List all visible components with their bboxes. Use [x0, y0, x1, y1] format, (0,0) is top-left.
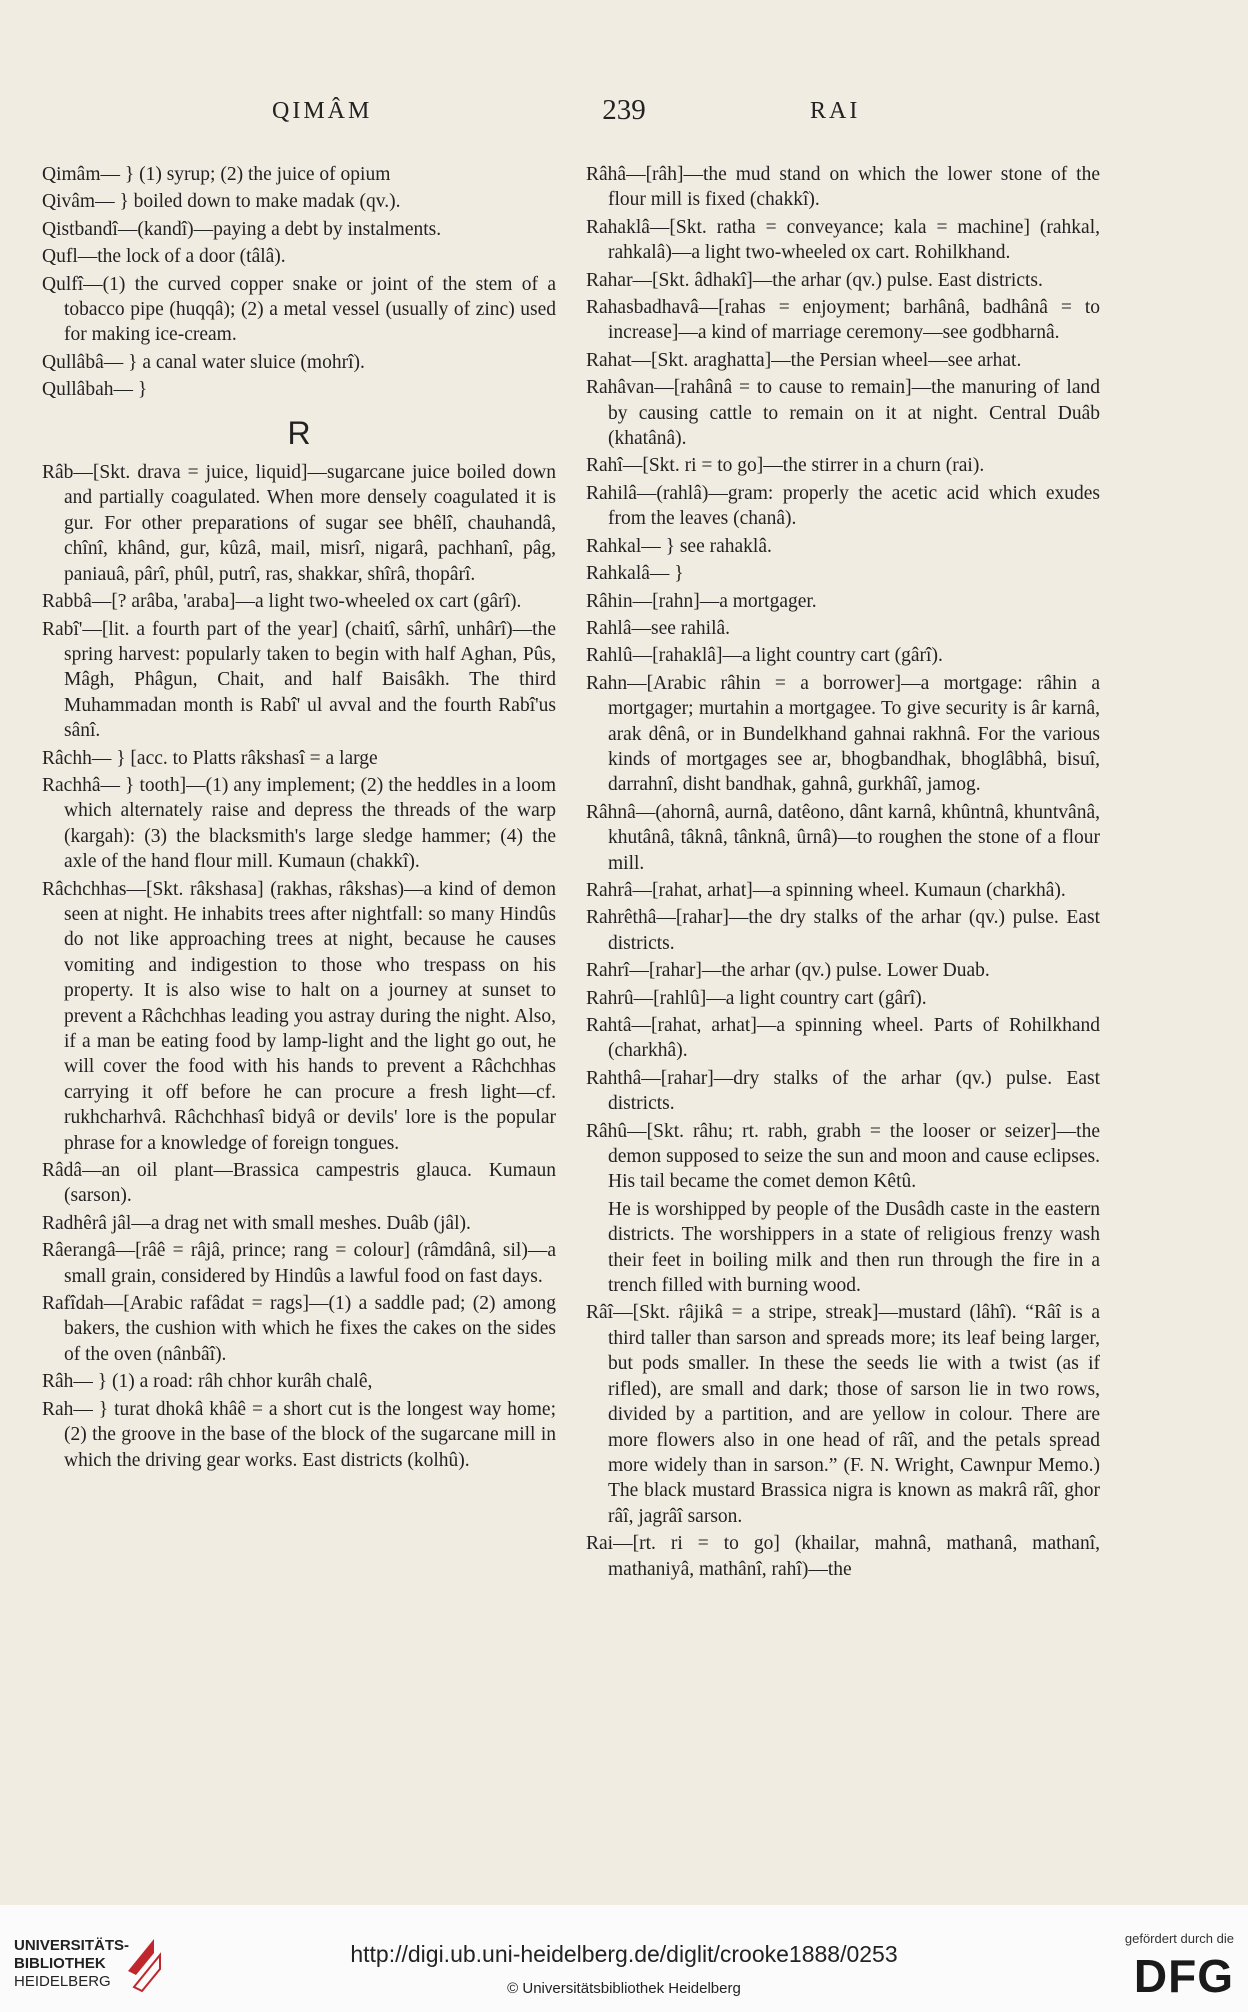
header-right-headword: RAI	[810, 98, 861, 124]
dictionary-entry: Râhnâ—(ahornâ, aurnâ, datêono, dânt karnâ, khûntnâ, khuntvânâ, khutânâ, tâknâ, tânknâ, ûrnâ)—to roughen the stone of a flour mill.	[586, 801, 1100, 874]
dictionary-entry: Rahrî—[rahar]—the arhar (qv.) pulse. Lower Duab.	[586, 960, 990, 982]
city-line: HEIDELBERG	[14, 1973, 111, 1990]
section-letter: R	[287, 414, 311, 451]
dictionary-entry: Rai—[rt. ri = to go] (khailar, mahnâ, mathanâ, mathanî, mathaniyâ, mathânî, rahî)—the	[586, 1533, 1100, 1580]
university-line: UNIVERSITÄTS-	[14, 1937, 130, 1954]
dictionary-entry: Rahat—[Skt. araghatta]—the Persian wheel—see arhat.	[586, 349, 1022, 371]
dictionary-entry: Râhû—[Skt. râhu; rt. rabh, grabh = the looser or seizer]—the demon supposed to seize the sun and moon and cause eclipses. His tail became the comet demon Kêtû.	[586, 1120, 1100, 1193]
dictionary-entry: Qullâbâ— } a canal water sluice (mohrî).	[42, 351, 365, 373]
dfg-logo[interactable]: DFG	[1133, 1950, 1234, 2002]
dictionary-entry: Rahar—[Skt. âdhakî]—the arhar (qv.) pulse. East districts.	[586, 269, 1043, 291]
dictionary-entry: Rabî'—[lit. a fourth part of the year] (chaitî, sârhî, unhârî)—the spring harvest: popularly taken to begin with half Aghan, Pûs, Mâgh, Phâgun, Chait, and half Baisâkh. The third Muhammadan month is Rabî' ul avval and the fourth Rabî'us sânî.	[42, 618, 556, 742]
dictionary-entry: Râchchhas—[Skt. râkshasa] (rakhas, râkshas)—a kind of demon seen at night. He inhabits trees after nightfall: so many Hindûs do not like approaching trees at night, because he causes vomiting and indigestion to those who trespass on his property. It is also wise to halt on a journey at sunset to prevent a Râchchhas leading you astray during the night. Also, if a man be eating food by lamp-light and the light go out, he will cover the food with his hands to prevent a Râchchhas carrying it off before he can procure a fresh light—cf. rukhcharhvâ. Râchchhasî bidyâ or devils' lore is the popular phrase for a knowledge of foreign tongues.	[42, 878, 556, 1154]
entry-continuation: He is worshipped by people of the Dusâdh caste in the eastern districts. The worshippers in a state of religious frenzy wash their feet in boiling milk and then run through the fire in a trench filled with burning wood.	[608, 1198, 1100, 1297]
dictionary-entry: Râerangâ—[râê = râjâ, prince; rang = colour] (râmdânâ, sil)—a small grain, considered by Hindûs a lawful food on fast days.	[42, 1240, 556, 1287]
dictionary-entry: Râhâ—[râh]—the mud stand on which the lower stone of the flour mill is fixed (chakkî).	[586, 164, 1100, 211]
dictionary-entry: Rahthâ—[rahar]—dry stalks of the arhar (qv.) pulse. East districts.	[586, 1067, 1100, 1115]
dictionary-entry: Rahilâ—(rahlâ)—gram: properly the acetic acid which exudes from the leaves (chanâ).	[586, 482, 1100, 530]
dictionary-entry: Rah— } turat dhokâ khâê = a short cut is the longest way home; (2) the groove in the base of the block of the sugarcane mill in which the driving gear works. East districts (kolhû).	[42, 1398, 556, 1471]
running-header	[0, 94, 1248, 138]
library-line: BIBLIOTHEK	[14, 1955, 106, 1972]
permalink[interactable]: http://digi.ub.uni-heidelberg.de/diglit/crooke1888/0253	[350, 1941, 898, 1967]
dictionary-entry: Rahn—[Arabic râhin = a borrower]—a mortgage: râhin a mortgager; murtahin a mortgagee. To give security is âr karnâ, arak dênâ, or in Bundelkhand gahnai rakhnâ. For the various kinds of mortgages see ar, bhogbandhak, bhoglâbhâ, bisuî, darrahnî, disht bandhak, gahnâ, gurkhâî, jamog.	[586, 672, 1100, 796]
dictionary-entry: Rafîdah—[Arabic rafâdat = rags]—(1) a saddle pad; (2) among bakers, the cushion with which he fixes the cakes on the sides of the oven (nânbâî).	[42, 1293, 556, 1365]
dictionary-entry: Râchh— } [acc. to Platts râkshasî = a large	[42, 747, 378, 769]
dictionary-entry: Qufl—the lock of a door (tâlâ).	[42, 246, 286, 268]
dictionary-entry: Rahlâ—see rahilâ.	[586, 617, 731, 639]
dictionary-entry: Rahtâ—[rahat, arhat]—a spinning wheel. Parts of Rohilkhand (charkhâ).	[586, 1015, 1100, 1062]
page-number: 239	[602, 94, 646, 126]
dictionary-entry: Rahkalâ— }	[586, 563, 684, 585]
dictionary-entry: Rahrêthâ—[rahar]—the dry stalks of the arhar (qv.) pulse. East districts.	[586, 907, 1100, 954]
header-left-headword: QIMÂM	[272, 98, 373, 124]
dictionary-entry: Rachhâ— } tooth]—(1) any implement; (2) the heddles in a loom which alternately raise and depress the threads of the warp (kargah): (3) the blacksmith's large sledge hammer; (4) the axle of the hand flour mill. Kumaun (chakkî).	[42, 774, 556, 873]
dictionary-entry: Qistbandî—(kandî)—paying a debt by instalments.	[42, 218, 442, 240]
dictionary-entry: Rahasbadhavâ—[rahas = enjoyment; barhânâ, badhânâ = to increase]—a kind of marriage ceremony—see godbharnâ.	[586, 297, 1100, 344]
dictionary-entry: Rahrâ—[rahat, arhat]—a spinning wheel. Kumaun (charkhâ).	[586, 879, 1066, 901]
dictionary-entry: Rahâvan—[rahânâ = to cause to remain]—the manuring of land by causing cattle to remain on it at night. Central Duâb (khatânâ).	[586, 377, 1100, 450]
dictionary-entry: Rahaklâ—[Skt. ratha = conveyance; kala = machine] (rahkal, rahkalâ)—a light two-wheeled ox cart. Rohilkhand.	[586, 216, 1100, 264]
dictionary-entry: Rabbâ—[? arâba, 'araba]—a light two-wheeled ox cart (gârî).	[42, 591, 522, 613]
footer-bar	[0, 1905, 1248, 2012]
dictionary-entry: Qimâm— } (1) syrup; (2) the juice of opium	[42, 164, 391, 185]
left-column	[42, 162, 556, 1475]
dictionary-entry: Râdâ—an oil plant—Brassica campestris glauca. Kumaun (sarson).	[42, 1160, 556, 1207]
dictionary-entry: Râh— } (1) a road: râh chhor kurâh chalê,	[42, 1371, 373, 1393]
funding-label: gefördert durch die	[1124, 1931, 1234, 1946]
right-column	[586, 162, 1100, 1584]
dictionary-entry: Rahî—[Skt. ri = to go]—the stirrer in a churn (rai).	[586, 455, 985, 477]
dictionary-entry: Rahlû—[rahaklâ]—a light country cart (gârî).	[586, 645, 943, 667]
dictionary-entry: Rahrû—[rahlû]—a light country cart (gârî).	[586, 987, 927, 1009]
dictionary-entry: Rahkal— } see rahaklâ.	[586, 535, 772, 557]
dictionary-entry: Qullâbah— }	[42, 379, 148, 401]
dictionary-entry: Qulfî—(1) the curved copper snake or joint of the stem of a tobacco pipe (huqqâ); (2) a metal vessel (usually of zinc) used for making ice-cream.	[42, 273, 556, 346]
dictionary-entry: Qivâm— } boiled down to make madak (qv.).	[42, 191, 401, 213]
dictionary-entry: Râhin—[rahn]—a mortgager.	[586, 590, 817, 612]
dictionary-entry: Râî—[Skt. râjikâ = a stripe, streak]—mustard (lâhî). “Râî is a third taller than sarson and spreads more; its leaf being larger, but pods smaller. In these the seeds lie with a twist (as if rifled), are small and dark; those of sarson lie in two rows, divided by a partition, and are yellow in colour. There are more flowers also in one head of râî, and the petals spread more widely than in sarson.” (F. N. Wright, Cawnpur Memo.) The black mustard Brassica nigra is known as makrâ râî, ghor râî, jagrâî sarson.	[586, 1302, 1100, 1527]
dictionary-entry: Radhêrâ jâl—a drag net with small meshes. Duâb (jâl).	[42, 1212, 471, 1234]
dictionary-entry: Râb—[Skt. drava = juice, liquid]—sugarcane juice boiled down and partially coagulated. When more densely coagulated it is gur. For other preparations of sugar see bhêlî, chauhandâ, chînî, khând, gur, kûzâ, mail, misrî, nigarâ, pachhanî, pâg, paniauâ, pârî, phûl, putrî, ras, shakkar, shîrâ, thopârî.	[42, 462, 556, 585]
copyright-notice: © Universitätsbibliothek Heidelberg	[507, 1980, 741, 1997]
